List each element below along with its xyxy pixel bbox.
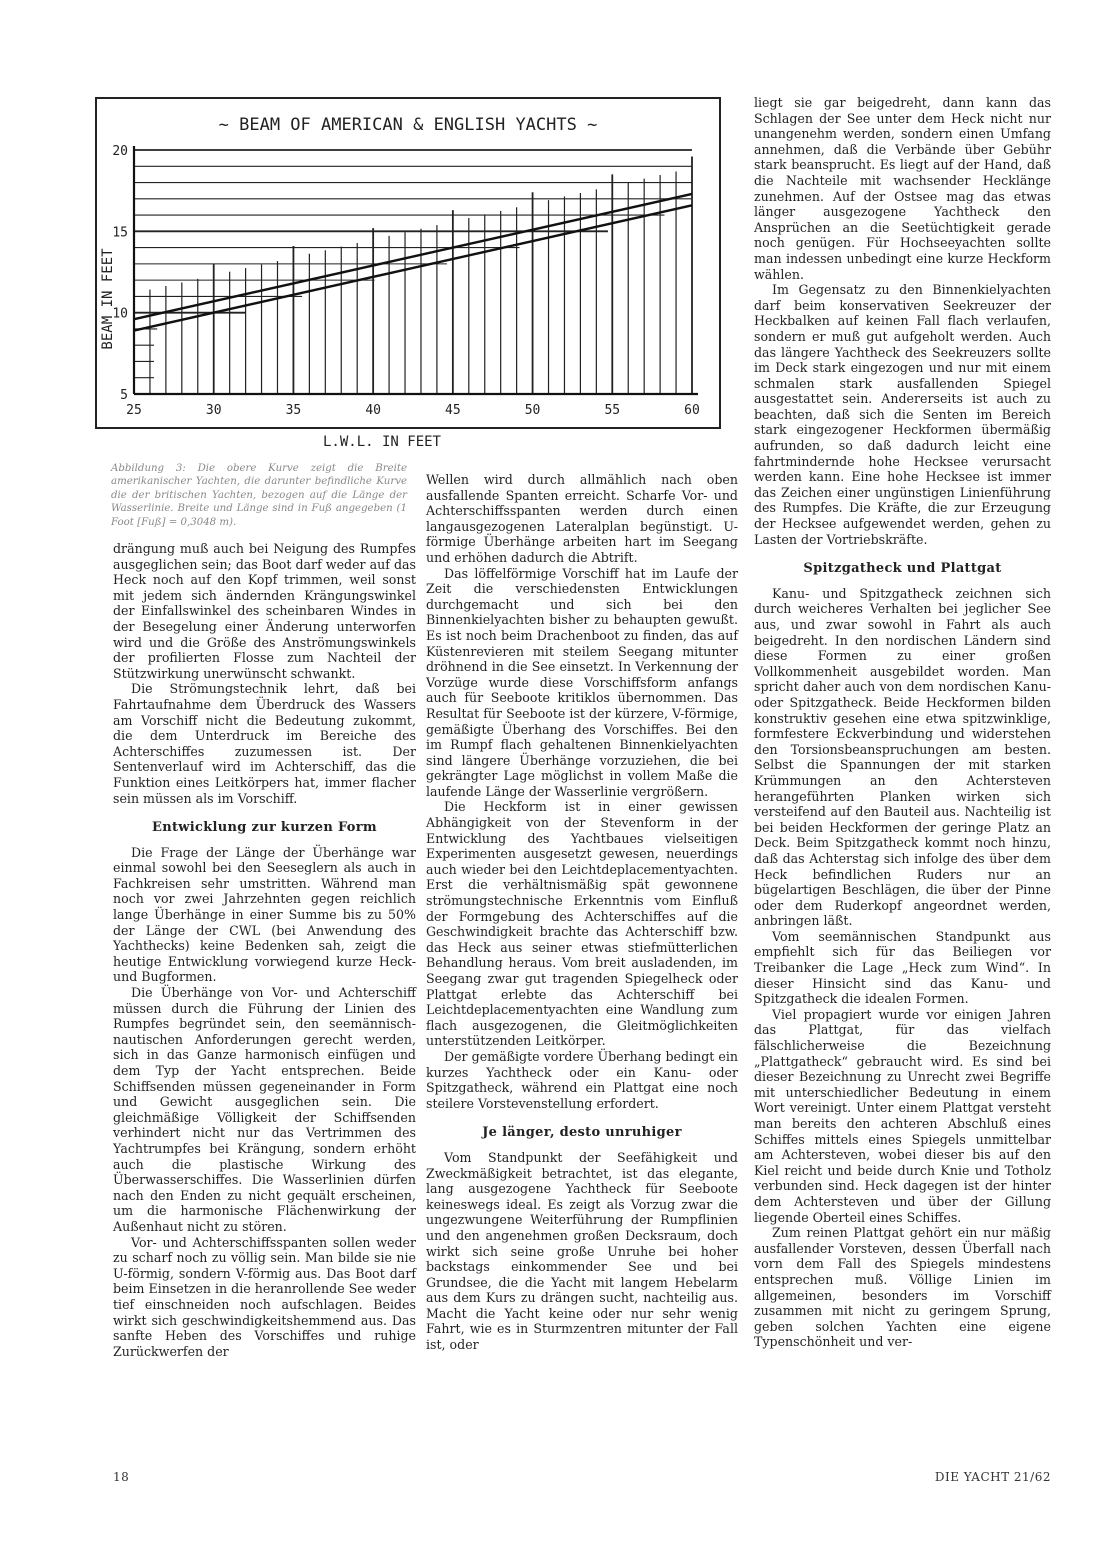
paragraph: Der gemäßigte vordere Überhang bedingt ein kurzes Yachtheck oder ein Kanu- oder Spitzgatheck, während ein Plattgat eine noch steilere Vorstevenstellung erfordert. xyxy=(426,1048,738,1111)
x-axis-label: L.W.L. IN FEET xyxy=(322,434,442,450)
paragraph: Das löffelförmige Vorschiff hat im Laufe der Zeit die verschiedensten Entwicklungen durchgemacht und sich bei den Binnenkielyachten bisher zu behaupten gewußt. Es ist noch beim Drachenboot zu finden, das auf Küstenrevieren mit steilem Seegang mitunter dröhnend in die See einsetzt. In Verkennung der Vorzüge wurde diese Vorschiffsform anfangs auch für Seeboote kritiklos übernommen. Das Resultat für Seeboote ist der kürzere, V-förmige, gemäßigte Überhang des Vorschiffes. Bei den im Rumpf flach gehaltenen Binnenkielyachten sind längere Überhänge vorzuziehen, die bei gekrängter Lage möglichst in vollem Maße die laufende Länge der Wasserlinie vergrößern. xyxy=(426,565,738,799)
chart-title: ~ BEAM OF AMERICAN & ENGLISH YACHTS ~ xyxy=(218,115,598,135)
figure-caption: Abbildung 3: Die obere Kurve zeigt die Breite amerikanischer Yachten, die darunter befindliche Kurve die der britischen Yachten, bezogen auf die Länge der Wasserlinie. Breite und Länge sind in Fuß angegeben (1 Foot [Fuß] = 0,3048 m). xyxy=(111,463,407,528)
x-tick-label: 35 xyxy=(285,403,302,418)
paragraph: liegt sie gar beigedreht, dann kann das Schlagen der See unter dem Heck nicht nur unangenehm werden, sondern einen Umfang annehmen, daß die Verbände über Gebühr stark beansprucht. Es liegt auf der Hand, daß die Nachteile mit wachsender Hecklänge zunehmen. Auf der Ostsee mag das etwas länger ausgezogene Yachtheck den Ansprüchen an die Seetüchtigkeit gerade noch genügen. Für Hochseeyachten sollte man indessen unbedingt eine kurze Heckform wählen. xyxy=(754,95,1051,282)
x-tick-label: 25 xyxy=(126,403,142,418)
paragraph: Die Heckform ist in einer gewissen Abhängigkeit von der Stevenform in der Entwicklung des Yachtbaues vielseitigen Experimenten ausgesetzt gewesen, neuerdings auch wieder bei den Leichtdeplacementyachten. Erst die verhältnismäßig spät gewonnene strömungstechnische Erkenntnis vom Einfluß der Formgebung des Achterschiffes auf die Geschwindigkeit brachte das Achterschiff bzw. das Heck aus seiner etwas stiefmütterlichen Behandlung heraus. Vom breit ausladenden, im Seegang zwar gut tragenden Spiegelheck oder Plattgat erlebte das Achterschiff bei Leichtdeplacementyachten eine Wandlung zum flach ausgezogenen, die Gleitmöglichkeiten unterstützenden Leitkörper. xyxy=(426,799,738,1049)
text-column-1 xyxy=(113,541,416,1359)
paragraph: Zum reinen Plattgat gehört ein nur mäßig ausfallender Vorsteven, dessen Überfall nach vorn dem Fall des Spiegels mindestens entsprechen muß. Völlige Linien im allgemeinen, besonders im Vorschiff zusammen mit nicht zu geringem Sprung, geben solchen Yachten eine eigene Typenschönheit und ver- xyxy=(754,1225,1051,1350)
paragraph: drängung muß auch bei Neigung des Rumpfes ausgeglichen sein; das Boot darf weder auf das Heck noch auf den Kopf trimmen, weil sonst mit jedem sich ändernden Krängungswinkel der Einfallswinkel des scheinbaren Windes in der Besegelung einer Änderung unterworfen wird und die Größe des Anströmungswinkels der profilierten Flosse zum Nachteil der Stützwirkung unerwünscht schwankt. xyxy=(113,541,416,681)
y-axis-label: BEAM IN FEET xyxy=(100,248,116,350)
paragraph: Vor- und Achterschiffsspanten sollen weder zu scharf noch zu völlig sein. Man bilde sie nie U-förmig, sondern V-förmig aus. Das Boot darf beim Einsetzen in die heranrollende See weder tief einschneiden noch aufschlagen. Beides wirkt sich geschwindigkeitshemmend aus. Das sanfte Heben des Vorschiffes und ruhige Zurückwerfen der xyxy=(113,1234,416,1359)
section-heading: Je länger, desto unruhiger xyxy=(482,1125,682,1141)
text-column-3 xyxy=(754,95,1051,1350)
x-tick-label: 55 xyxy=(604,403,621,418)
x-tick-label: 30 xyxy=(205,403,222,418)
y-tick-label: 5 xyxy=(120,388,128,403)
paragraph: Die Frage der Länge der Überhänge war einmal sowohl bei den Seeseglern als auch in Fachkreisen sehr umstritten. Während man noch vor zwei Jahrzehnten gegen reichlich lange Überhänge in einer Summe bis zu 50% der Länge der CWL (bei Anwendung des Yachthecks) keine Bedenken sah, zeigt die heutige Entwicklung vorwiegend kurze Heck- und Bugformen. xyxy=(113,844,416,985)
x-tick-label: 45 xyxy=(445,403,461,418)
paragraph: Die Überhänge von Vor- und Achterschiff müssen durch die Führung der Linien des Rumpfes begründet sein, den seemännisch-nautischen Anforderungen gerecht werden, sich in das Ganze harmonisch einfügen und dem Typ der Yacht entsprechen. Beide Schiffsenden müssen gegeneinander in Form und Gewicht ausgeglichen sein. Die gleichmäßige Völligkeit der Schiffsenden verhindert nicht nur das Vertrimmen des Yachtrumpfes bei Krängung, sondern erhöht auch die plastische Wirkung des Überwasserschiffes. Die Wasserlinien dürfen nach den Enden zu nicht gequält erscheinen, um die harmonische Flächenwirkung der Außenhaut nicht zu stören. xyxy=(113,985,416,1234)
text-column-2 xyxy=(426,472,738,1353)
paragraph: Vom Standpunkt der Seefähigkeit und Zweckmäßigkeit betrachtet, ist das elegante, lang ausgezogene Yachtheck für Seeboote keineswegs ideal. Es zeigt als Vorzug zwar die ungezwungene Weiterführung der Rumpflinien und den angenehmen großen Decksraum, doch wirkt sich seine große Unruhe bei hoher backstags einkommender See und bei Grundsee, die die Yacht mit langem Hebelarm aus dem Kurs zu drängen sucht, nachteilig aus. Macht die Yacht keine oder nur sehr wenig Fahrt, wie es in Sturmzentren mitunter der Fall ist, oder xyxy=(426,1149,738,1353)
x-tick-labels xyxy=(126,403,700,418)
y-tick-label: 15 xyxy=(112,225,128,241)
y-tick-label: 20 xyxy=(112,144,128,159)
x-tick-label: 60 xyxy=(684,403,700,418)
chart-grid xyxy=(134,146,698,394)
chart-series xyxy=(134,194,692,331)
chart-frame xyxy=(96,98,720,428)
paragraph: Vom seemännischen Standpunkt aus empfiehlt sich für das Beiliegen vor Treibanker die Lage „Heck zum Wind“. In dieser Hinsicht sind das Kanu- und Spitzgatheck die idealen Formen. xyxy=(754,928,1051,1007)
section-heading: Spitzgatheck und Plattgat xyxy=(803,561,1002,577)
paragraph: Kanu- und Spitzgatheck zeichnen sich durch weicheres Verhalten bei jeglicher See aus, und zwar sowohl in Fahrt als auch beigedreht. In den nordischen Ländern sind diese Formen zu einer großen Vollkommenheit ausgebildet worden. Man spricht daher auch von dem nordischen Kanu- oder Spitzgatheck. Beide Heckformen bilden konstruktiv gesehen eine etwa spitzwinklige, formfestere Eckverbindung und widerstehen den Torsionsbeanspruchungen am besten. Selbst die Spannungen der mit starken Krümmungen an den Achtersteven herangeführten Planken wirken sich versteifend auf den Bauteil aus. Nachteilig ist bei beiden Heckformen der geringe Platz an Deck. Beim Spitzgatheck kommt noch hinzu, daß das Achterstag sich infolge des über dem Heck befindlichen Ruders nur an bügelartigen Beschlägen, die über der Pinne oder dem Ruderkopf angeordnet werden, anbringen läßt. xyxy=(754,585,1051,929)
beam-chart xyxy=(92,94,724,456)
x-tick-label: 40 xyxy=(365,403,381,418)
y-tick-label: 10 xyxy=(112,306,128,322)
section-heading: Entwicklung zur kurzen Form xyxy=(152,820,377,836)
paragraph: Viel propagiert wurde vor einigen Jahren das Plattgat, für das vielfach fälschlicherweise die Bezeichnung „Plattgatheck“ gebraucht wird. Es sind bei dieser Bezeichnung zu Unrecht zwei Begriffe mit unterschiedlicher Bedeutung in einem Wort vereinigt. Unter einem Plattgat versteht man bereits den achteren Abschluß eines Schiffes mittels eines Spiegels unmittelbar am Achtersteven, wobei dieser bis auf den Kiel reicht und beide durch Knie und Totholz verbunden sind. Heck dagegen ist der hinter dem Achtersteven und über der Gillung liegende Oberteil eines Schiffes. xyxy=(754,1006,1051,1225)
series-line-2 xyxy=(134,205,692,330)
paragraph: Im Gegensatz zu den Binnenkielyachten darf beim konservativen Seekreuzer der Heckbalken auf keinen Fall flach verlaufen, sondern er muß gut aufgeholt werden. Auch das längere Yachtheck des Seekreuzers sollte im Deck stark eingezogen und nur mit einem schmalen stark ausfallenden Spiegel ausgestattet sein. Andererseits ist auch zu beachten, daß sich die Senten im Bereich stark eingezogener Heckformen übermäßig aufrunden, so daß dadurch leicht eine fahrtmindernde hohe Hecksee verursacht werden kann. Eine hohe Hecksee ist immer das Zeichen einer ungünstigen Linienführung des Rumpfes. Die Kräfte, die zur Erzeugung der Hecksee aufgewendet werden, gehen zu Lasten der Vortriebskräfte. xyxy=(754,282,1051,547)
page-number: 18 xyxy=(113,1470,130,1484)
journal-issue: DIE YACHT 21/62 xyxy=(934,1470,1051,1484)
paragraph: Wellen wird durch allmählich nach oben ausfallende Spanten erreicht. Scharfe Vor- und Achterschiffsspanten werden durch einen langausgezogenen Lateralplan begünstigt. U-förmige Überhänge arbeiten hart im Seegang und erhöhen dadurch die Abtrift. xyxy=(426,472,738,565)
series-line-1 xyxy=(134,194,692,319)
x-tick-label: 50 xyxy=(524,403,541,418)
paragraph: Die Strömungstechnik lehrt, daß bei Fahrtaufnahme dem Überdruck des Wassers am Vorschiff nicht die Bedeutung zukommt, die dem Unterdruck im Bereiche des Achterschiffes zuzumessen ist. Der Sentenverlauf wird im Achterschiff, das die Funktion eines Leitkörpers hat, immer flacher sein müssen als im Vorschiff. xyxy=(113,681,416,806)
